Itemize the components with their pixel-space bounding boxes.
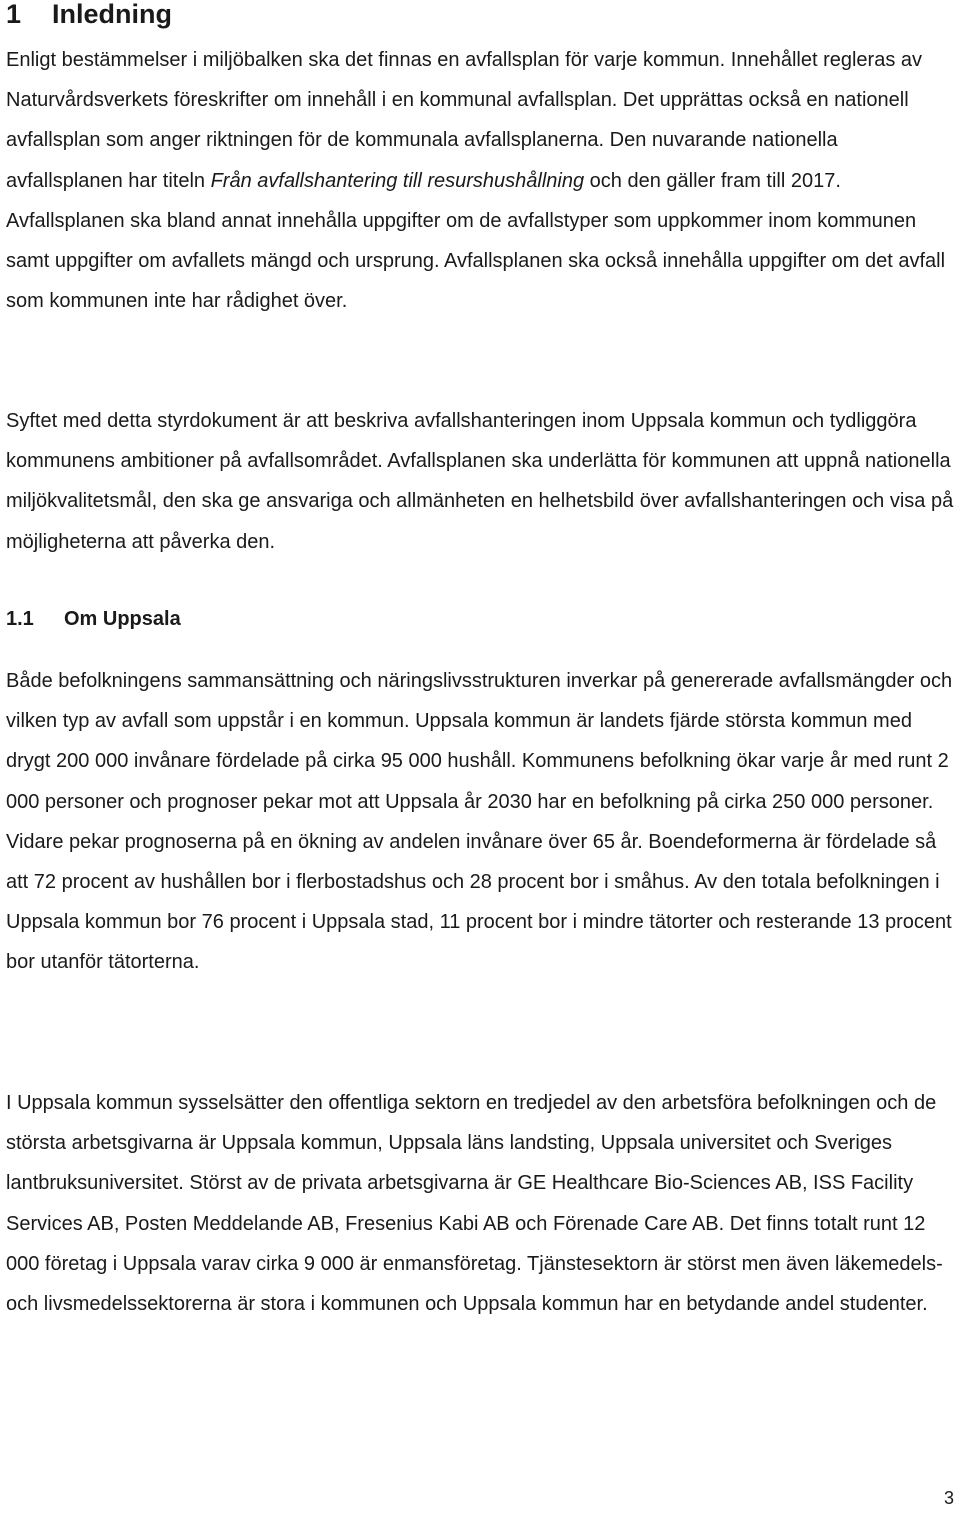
intro-text-part1: Enligt bestämmelser i miljöbalken ska det finnas en avfallsplan för varje kommun. Innehållet regleras av Naturvårdsverkets föreskrifter om innehåll i en kommunal avfallsplan. Det upprättas också en nationell avfallsplan som anger riktningen för de kommunala avfallsplanerna. Den nuvarande nationella avfallsplanen har titeln [6,49,923,192]
intro-text-part2: och den gäller fram till 2017. Avfallsplanen ska bland annat innehålla uppgifter om de avfallstyper som uppkommer inom kommunen samt uppgifter om avfallets mängd och ursprung. Avfallsplanen ska också innehålla uppgifter om det avfall som kommunen inte har rådighet över. [6,169,946,313]
subsection-number: 1.1 [6,608,34,630]
section-heading [6,0,172,32]
section-title: Inledning [52,0,172,29]
purpose-paragraph: Syftet med detta styrdokument är att beskriva avfallshanteringen inom Uppsala kommun och tydliggöra kommunens ambitioner på avfallsområdet. Avfallsplanen ska underlätta för kommunen att uppnå nationella miljökvalitetsmål, den ska ge ansvariga och allmänheten en helhetsbild över avfallshanteringen och visa på möjligheterna att påverka den. [6,410,954,553]
subsection-heading [6,604,181,634]
intro-italic-title: Från avfallshantering till resurshushållning [210,169,585,192]
intro-paragraph [6,40,954,321]
section-number: 1 [6,0,22,29]
subsection-title: Om Uppsala [64,608,181,630]
employment-paragraph: I Uppsala kommun sysselsätter den offentliga sektorn en tredjedel av den arbetsföra befolkningen och de största arbetsgivarna är Uppsala kommun, Uppsala läns landsting, Uppsala universitet och Sveriges lantbruksuniversitet. Störst av de privata arbetsgivarna är GE Healthcare Bio-Sciences AB, ISS Facility Services AB, Posten Meddelande AB, Fresenius Kabi AB och Förenade Care AB. Det finns totalt runt 12 000 företag i Uppsala varav cirka 9 000 är enmansföretag. Tjänstesektorn är störst men även läkemedels- och livsmedelssektorerna är stora i kommunen och Uppsala kommun har en betydande andel studenter. [6,1092,943,1316]
page-number: 3 [943,1488,954,1508]
population-paragraph: Både befolkningens sammansättning och näringslivsstrukturen inverkar på genererade avfallsmängder och vilken typ av avfall som uppstår i en kommun. Uppsala kommun är landets fjärde största kommun med drygt 200 000 invånare fördelade på cirka 95 000 hushåll. Kommunens befolkning ökar varje år med runt 2 000 personer och prognoser pekar mot att Uppsala år 2030 har en befolkning på cirka 250 000 personer. Vidare pekar prognoserna på en ökning av andelen invånare över 65 år. Boendeformerna är fördelade så att 72 procent av hushållen bor i flerbostadshus och 28 procent bor i småhus. Av den totala befolkningen i Uppsala kommun bor 76 procent i Uppsala stad, 11 procent bor i mindre tätorter och resterande 13 procent bor utanför tätorterna. [6,670,953,974]
